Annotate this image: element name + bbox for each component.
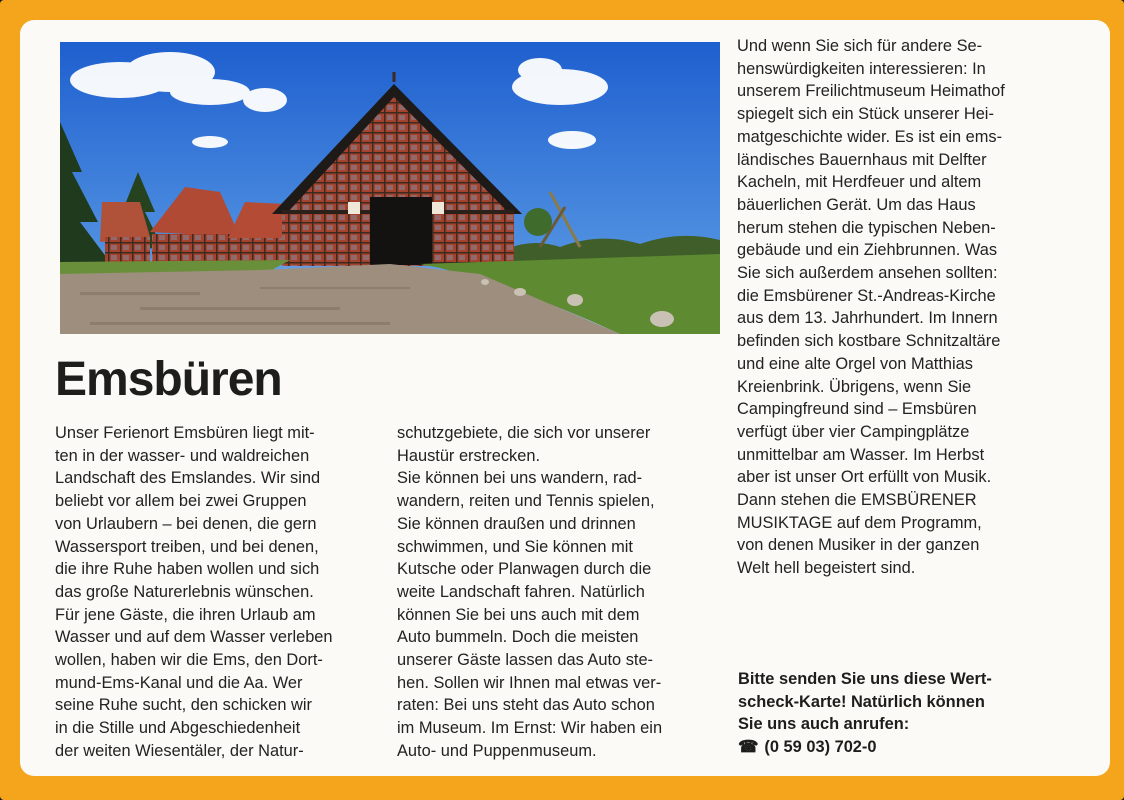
phone-number[interactable]: (0 59 03) 702-0 <box>764 738 877 756</box>
text-column-1: Unser Ferienort Emsbüren liegt mit- ten in der wasser- und waldreichen Landschaft des Emslandes. Wir sind beliebt vor allem bei zwei Gruppen von Urlaubern – bei denen, die gern Wassersport treiben, und bei denen, die ihre Ruhe haben wollen und sich das große Naturerlebnis wünschen. Für jene Gäste, die ihren Urlaub am Wasser und auf dem Wasser verleben wollen, haben wir die Ems, den Dort- mund-Ems-Kanal und die Aa. Wer seine Ruhe sucht, den schicken wir in die Stille und Abgeschiedenheit der weiten Wiesentäler, der Natur- <box>55 424 333 760</box>
farmhouse-photo <box>60 42 720 334</box>
phone-line <box>738 736 877 759</box>
text-column-2: schutzgebiete, die sich vor unserer Haustür erstrecken. Sie können bei uns wandern, rad- wandern, reiten und Tennis spielen, Sie können draußen und drinnen schwimmen, und Sie können mit Kutsche oder Planwagen durch die weite Landschaft fahren. Natürlich können Sie bei uns auch mit dem Auto bummeln. Doch die meisten unserer Gäste lassen das Auto ste- hen. Sollen wir Ihnen mal etwas ver- raten: Bei uns steht das Auto schon im Museum. Im Ernst: Wir haben ein Auto- und Puppenmuseum. <box>397 424 663 760</box>
telephone-icon: ☎ <box>738 738 759 756</box>
page-title: Emsbüren <box>55 353 282 406</box>
text-column-3: Und wenn Sie sich für andere Se- henswürdigkeiten interessieren: In unserem Freilichtmuseum Heimathof spiegelt sich ein Stück unserer Hei- matgeschichte wider. Es ist ein ems- ländisches Bauernhaus mit Delfter Kacheln, mit Herdfeuer und altem bäuerlichen Gerät. Um das Haus herum stehen die typischen Neben- gebäude und ein Ziehbrunnen. Was Sie sich außerdem ansehen sollten: die Emsbürener St.-Andreas-Kirche aus dem 13. Jahrhundert. Im Innern befinden sich kostbare Schnitzaltäre und eine alte Orgel von Matthias Kreienbrink. Übrigens, wenn Sie Campingfreund sind – Emsbüren verfügt über vier Campingplätze unmittelbar am Wasser. Im Herbst aber ist unser Ort erfüllt von Musik. Dann stehen die EMSBÜRENER MUSIKTAGE auf dem Programm, von denen Musiker in der ganzen Welt hell begeistert sind. <box>737 37 1005 578</box>
call-to-action: Bitte senden Sie uns diese Wert- scheck-Karte! Natürlich können Sie uns auch anrufen: <box>738 670 992 734</box>
